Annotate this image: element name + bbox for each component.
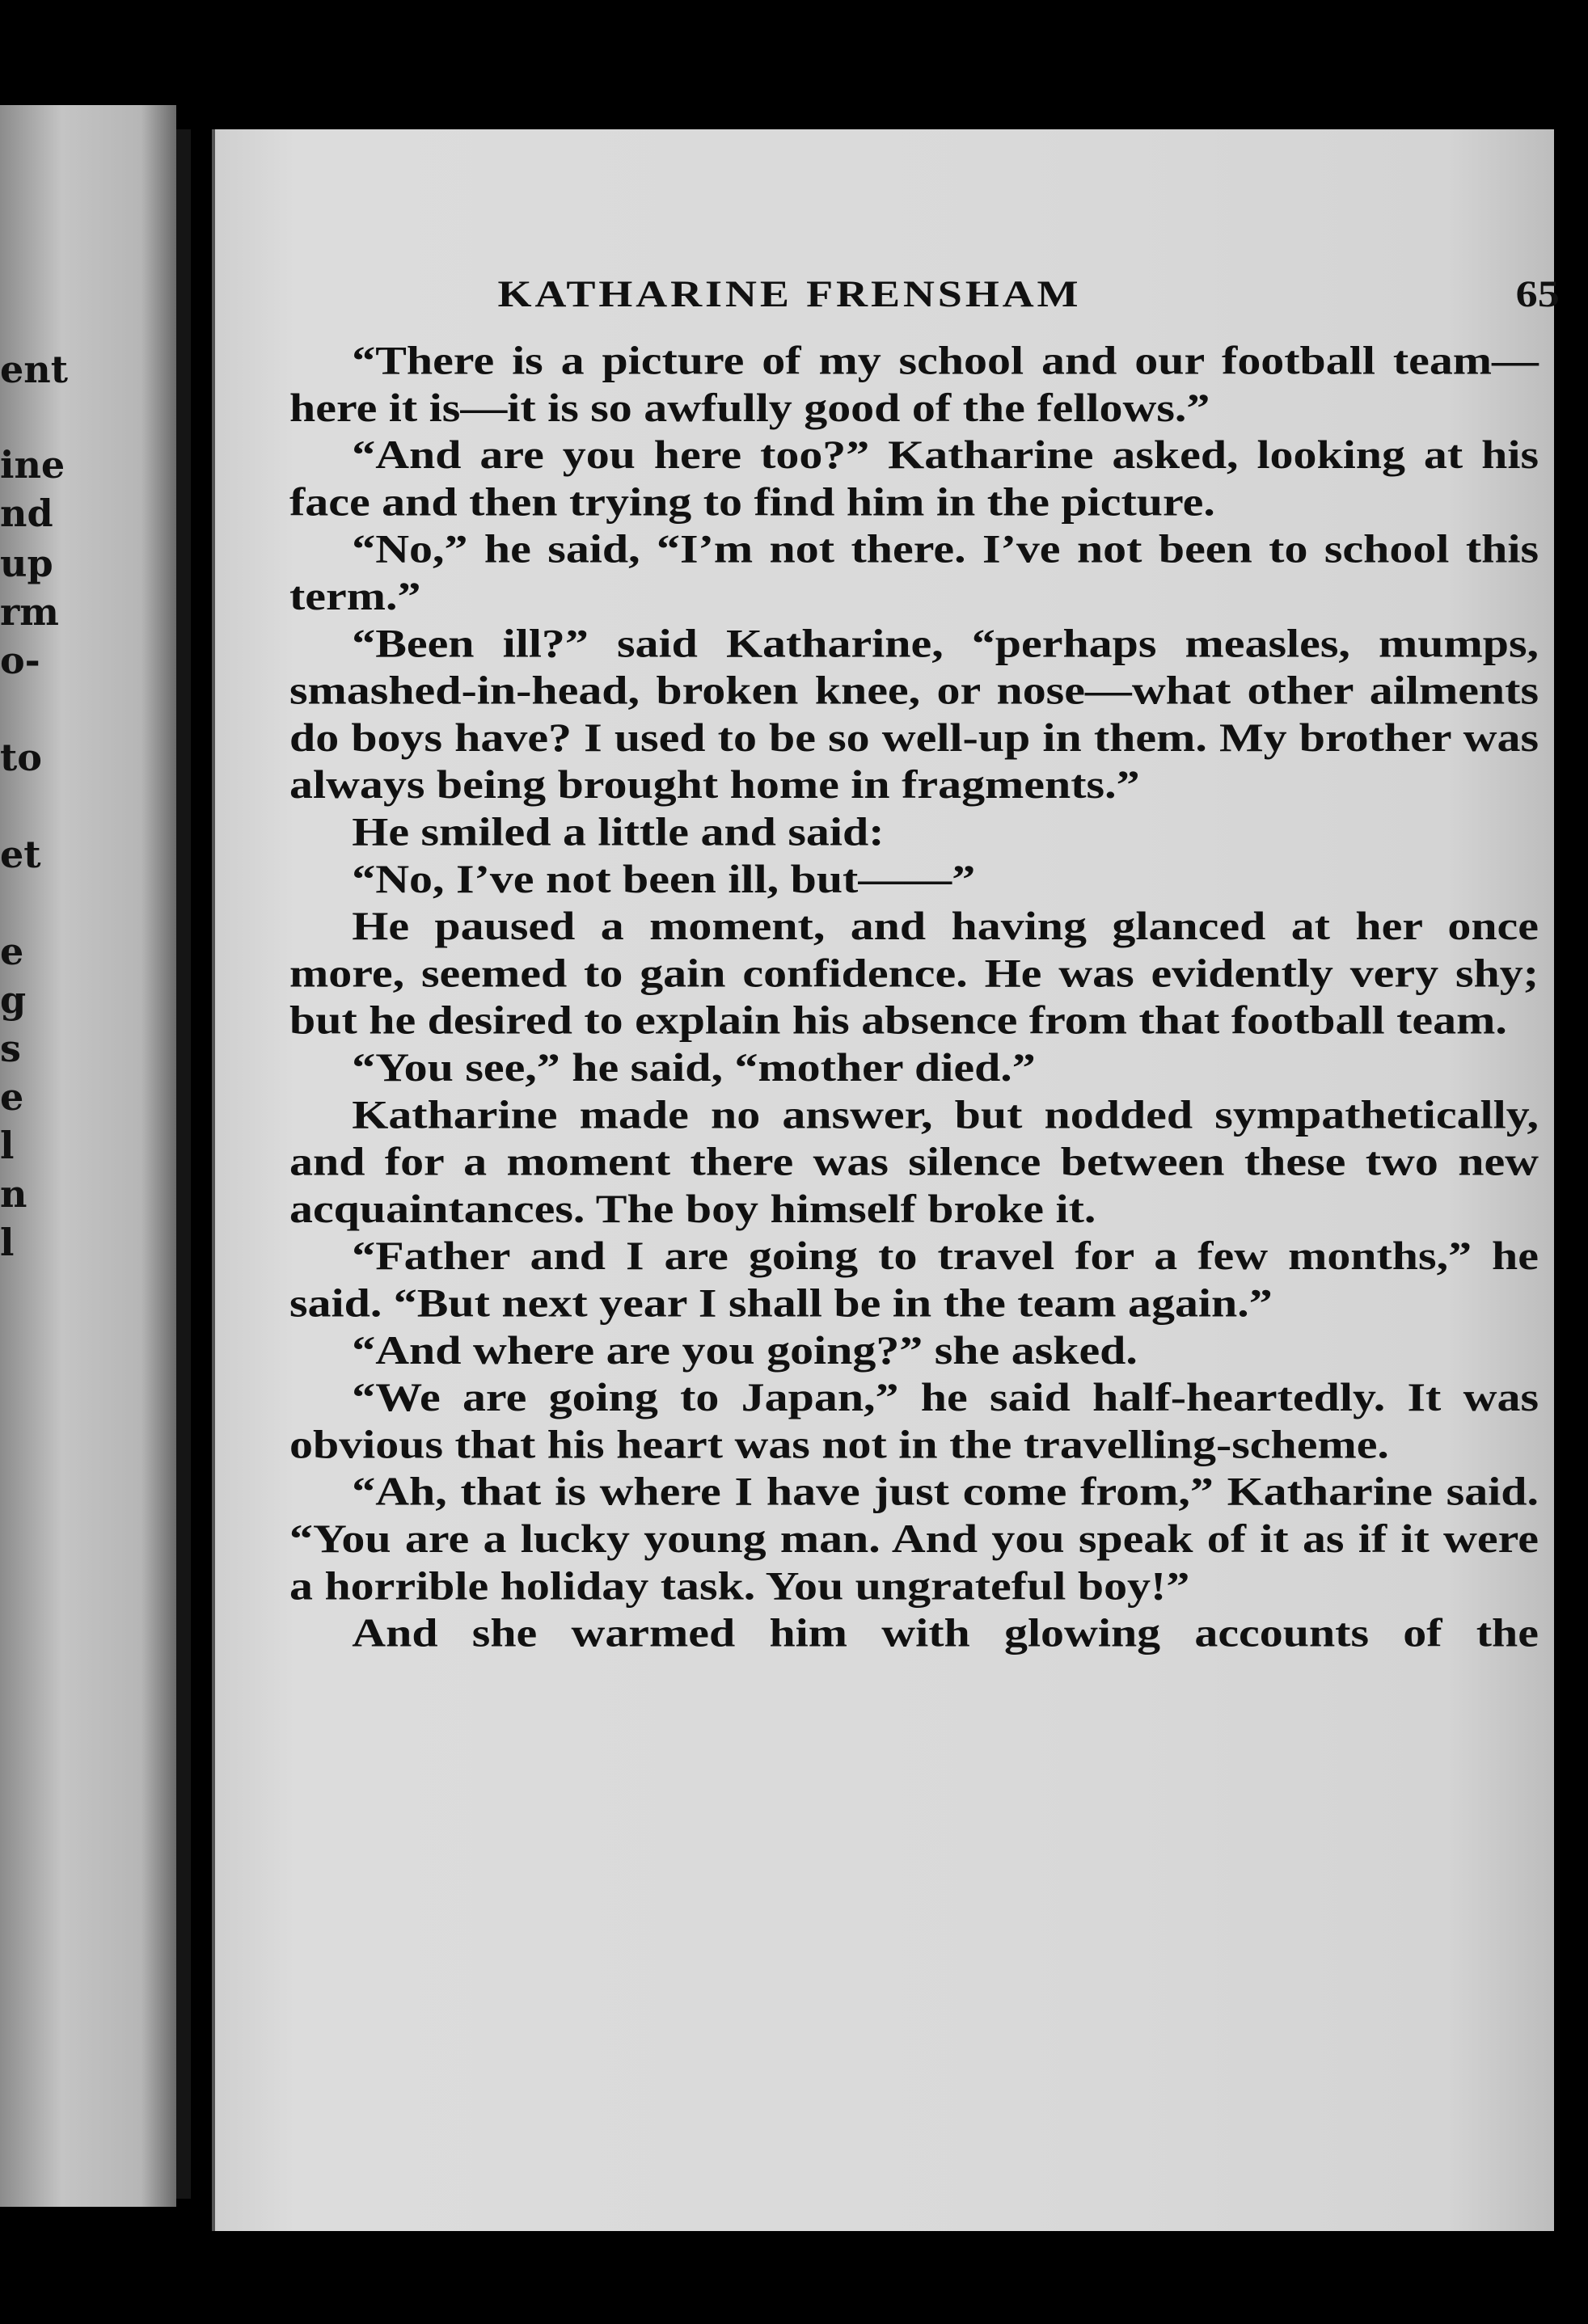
left-fragment: l (0, 1124, 15, 1167)
paragraph: He paused a moment, and having glanced at her once more, seemed to gain confidence. He was evidently very shy; but he desired to explain his absence from that football team. (289, 904, 1539, 1043)
paragraph: “Ah, that is where I have just come from,” Katharine said. “You are a lucky young man. And you speak of it as if it were a horrible holiday task. You ungrateful boy!” (289, 1469, 1539, 1609)
left-fragment: et (0, 833, 41, 876)
paragraph: “There is a picture of my school and our football team—here it is—it is so awfully good of the fellows.” (289, 338, 1539, 430)
left-page-edge (0, 105, 176, 2207)
left-fragment: ine (0, 443, 65, 487)
left-fragment: n (0, 1172, 27, 1216)
left-fragment: ent (0, 348, 68, 391)
running-title: KATHARINE FRENSHAM (497, 274, 1082, 315)
left-fragment: nd (0, 491, 53, 535)
left-fragment: e (0, 930, 24, 973)
page-number: 65 (1515, 274, 1560, 315)
left-fragment: rm (0, 590, 59, 634)
paragraph: “And are you here too?” Katharine asked, looking at his face and then trying to find him in the picture. (289, 432, 1539, 525)
left-fragment: o- (0, 639, 40, 682)
paragraph: “No, I’ve not been ill, but——” (352, 856, 976, 901)
paragraph: “And where are you going?” she asked. (352, 1327, 1138, 1373)
left-fragment: s (0, 1027, 21, 1070)
paragraph: “Father and I are going to travel for a few months,” he said. “But next year I shall be in the team again.” (289, 1234, 1539, 1326)
left-fragment: to (0, 736, 42, 779)
left-fragment: l (0, 1221, 15, 1264)
paragraph: Katharine made no answer, but nodded sympathetically, and for a moment there was silence between these two new acquaintances. The boy himself broke it. (289, 1092, 1539, 1231)
paragraph: And she warmed him with glowing accounts of the (352, 1610, 1539, 1655)
paragraph: “You see,” he said, “mother died.” (352, 1045, 1036, 1090)
paragraph: “No,” he said, “I’m not there. I’ve not been to school this term.” (289, 526, 1539, 618)
paragraph: “Been ill?” said Katharine, “perhaps measles, mumps, smashed-in-head, broken knee, or nose—what other ailments do boys have? I used to be so well-up in them. My brother was always being brought home in fragments.” (289, 621, 1539, 808)
book-gutter (176, 129, 191, 2199)
left-fragment: up (0, 542, 53, 585)
book-page (212, 129, 1560, 2231)
paragraph: “We are going to Japan,” he said half-heartedly. It was obvious that his heart was not in the travelling-scheme. (289, 1375, 1539, 1467)
page-text-block (289, 272, 1560, 1657)
left-fragment: g (0, 978, 27, 1022)
left-fragment: e (0, 1075, 24, 1119)
page-header (289, 272, 1560, 337)
paragraph: He smiled a little and said: (352, 809, 885, 854)
